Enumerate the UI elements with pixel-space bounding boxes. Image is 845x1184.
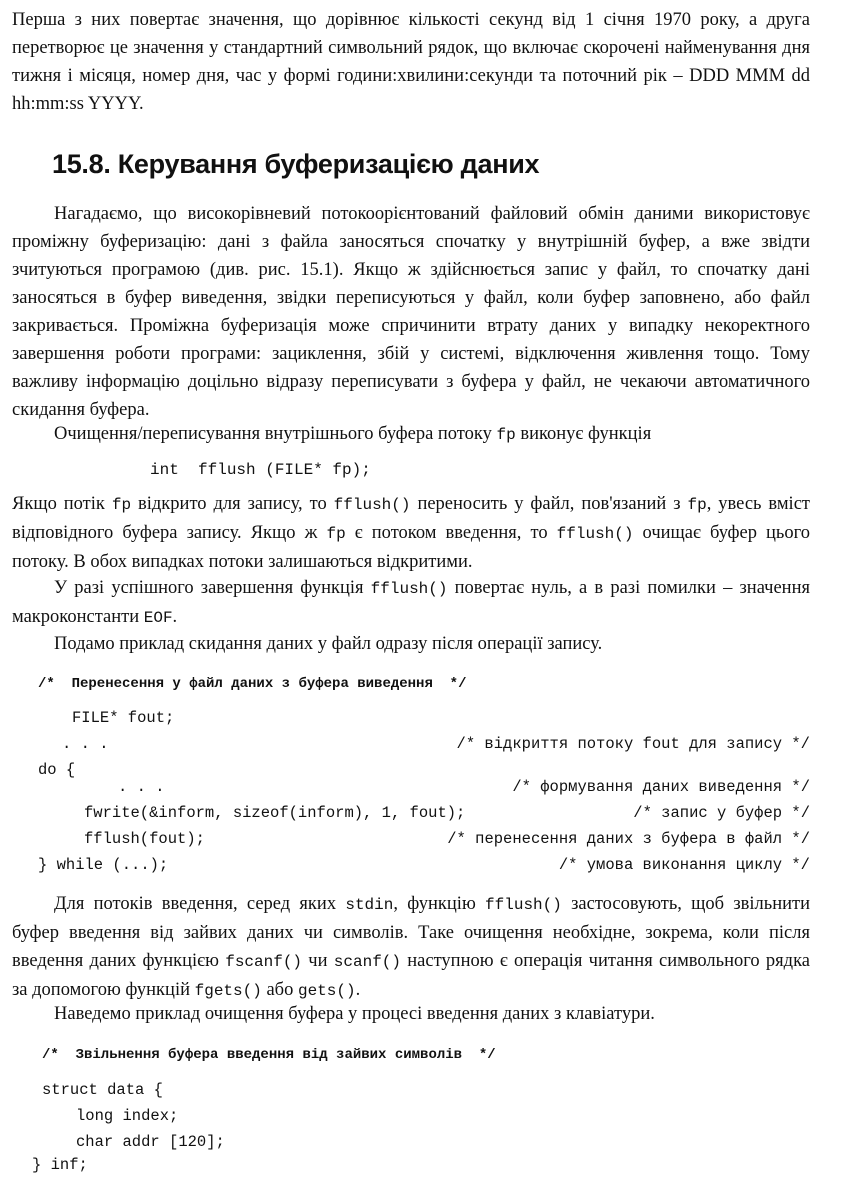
paragraph-example-intro: Подамо приклад скидання даних у файл одразу після операції запису. (54, 634, 603, 654)
code-line: . . . (118, 778, 165, 796)
paragraph-return-value: У разі успішного завершення функція fflush() повертає нуль, а в разі помилки – значення макроконстанти EOF. (12, 578, 810, 627)
code-fp: fp (496, 426, 516, 444)
code-line: char addr [120]; (76, 1133, 225, 1151)
code-line: FILE* fout; (72, 709, 175, 727)
code-comment-title: /* Звільнення буфера введення від зайвих символів */ (42, 1047, 496, 1063)
code-comment-title: /* Перенесення у файл даних з буфера виведення */ (38, 676, 467, 692)
code-line: long index; (76, 1107, 179, 1125)
code-line-comment: /* умова виконання циклу */ (558, 856, 810, 874)
paragraph-input-streams: Для потоків введення, серед яких stdin, функцію fflush() застосовують, щоб звільнити буфер введення від зайвих даних чи символів. Таке очищення необхідне, зокрема, коли після введення даних функцією fscanf() чи scanf() наступною є операція читання символьного рядка за допомогою функцій fgets() або gets(). (12, 894, 810, 1000)
fflush-prototype: int fflush (FILE* fp); (150, 461, 371, 479)
code-line: fwrite(&inform, sizeof(inform), 1, fout); (84, 804, 466, 822)
code-line-comment: /* перенесення даних з буфера в файл */ (447, 830, 810, 848)
paragraph-flush-intro: Очищення/переписування внутрішнього буфера потоку fp виконує функція (54, 424, 652, 444)
code-line: } inf; (32, 1156, 88, 1174)
section-heading: 15.8. Керування буферизацією даних (52, 149, 540, 179)
code-line: fflush(fout); (84, 830, 205, 848)
code-line: do { (38, 761, 76, 779)
code-line: struct data { (42, 1081, 163, 1099)
code-line-comment: /* відкриття потоку fout для запису */ (456, 735, 810, 753)
intro-text: Перша з них повертає значення, що дорівнює кількості секунд від 1 січня 1970 року, а друга перетворює це значення у стандартний символьний рядок, що включає скорочені найменування дня тижня і місяця, номер дня, час у формі години:хвилини:секунди та поточний рік – DDD MMM dd hh:mm:ss YYYY. (12, 10, 810, 114)
intro-paragraph (12, 6, 810, 118)
code-line-comment: /* формування даних виведення */ (512, 778, 810, 796)
paragraph-fflush-behavior: Якщо потік fp відкрито для запису, то fflush() переносить у файл, пов'язаний з fp, увесь вміст відповідного буфера запису. Якщо ж fp є потоком введення, то fflush() очищає буфер цього потоку. В обох випадках потоки залишаються відкритими. (12, 494, 810, 572)
code-line-comment: /* запис у буфер */ (633, 804, 810, 822)
code-line: } while (...); (38, 856, 169, 874)
paragraph-buffering: Нагадаємо, що високорівневий потокоорієнтований файловий обмін даними використовує проміжну буферизацію: дані з файла заносяться спочатку у внутрішній буфер, а вже звідти зчитуються програмою (див. рис. 15.1). Якщо ж здійснюється запис у файл, то спочатку дані заносяться в буфер виведення, звідки переписуються у файл, коли буфер заповнено, або файл закривається. Проміжна буферизація може спричинити втрату даних у випадку некоректного завершення роботи програми: зациклення, збій у системі, відключення живлення тощо. Тому важливу інформацію доцільно відразу переписувати з буфера у файл, не чекаючи автоматичного скидання буфера. (12, 204, 810, 420)
code-line: . . . (62, 735, 109, 753)
paragraph-keyboard-example: Наведемо приклад очищення буфера у процесі введення даних з клавіатури. (54, 1004, 655, 1024)
